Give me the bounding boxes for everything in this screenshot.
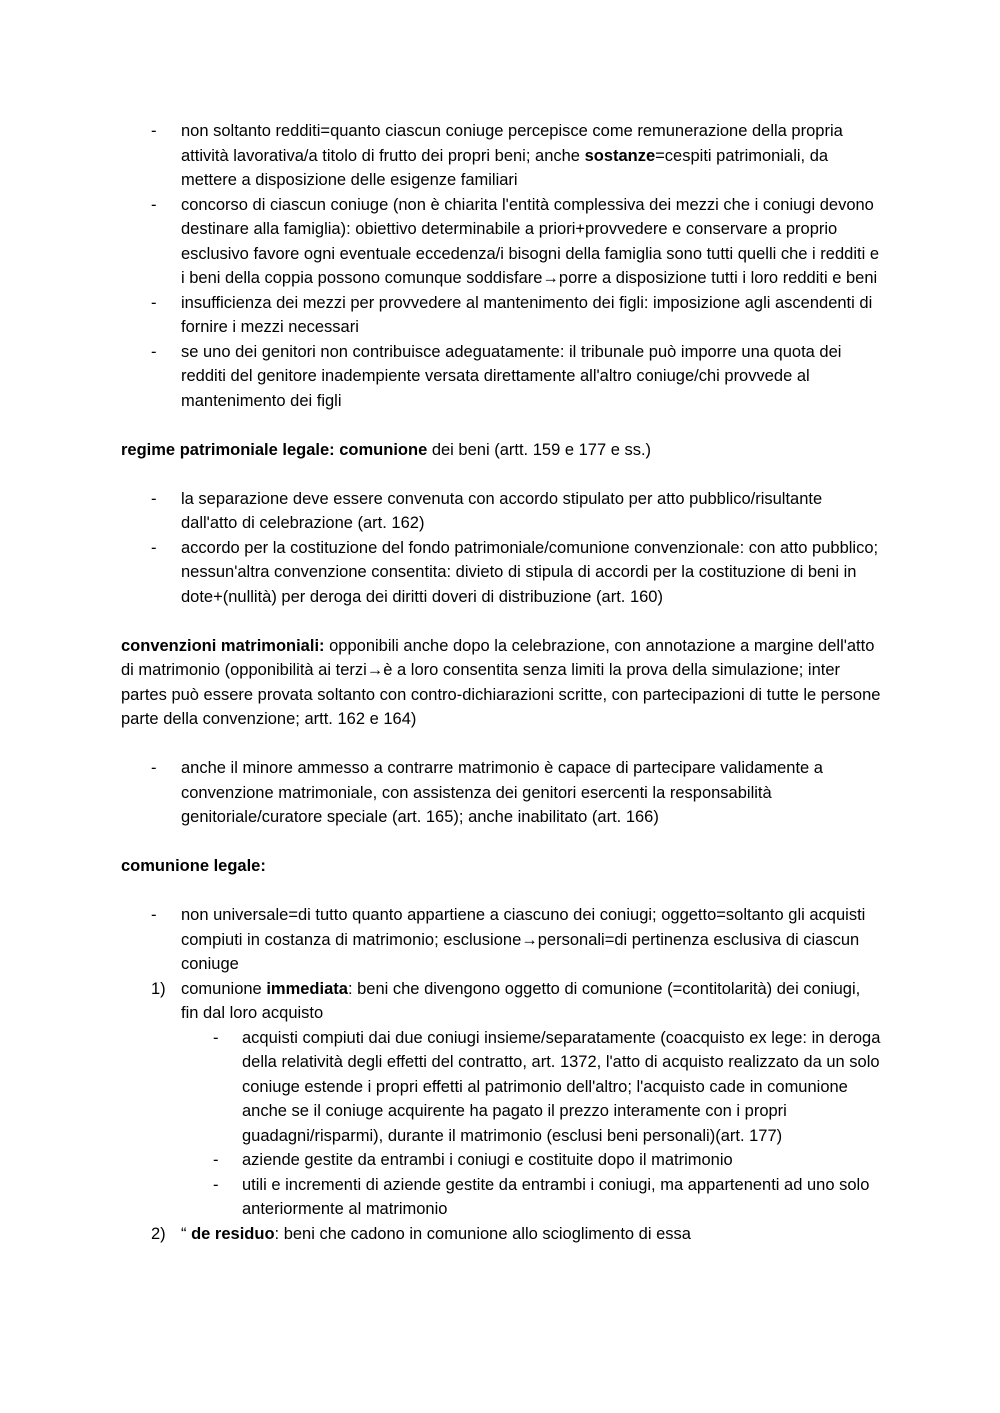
convenzioni-paragraph [121,634,881,732]
list-item-text: acquisti compiuti dai due coniugi insieme/separatamente (coacquisto ex lege: in deroga della relatività degli effetti del contratto, art. 1372, l'atto di acquisto realizzato da un solo coniuge estende i propri effetti al patrimonio dell'altro; l'acquisto cade in comunione anche se il coniuge acquirente ha pagato il prezzo interamente con i propri guadagni/risparmi), durante il matrimonio (esclusi beni personali)(art. 177) [242,1028,881,1145]
bullet-list-contribution [121,119,881,413]
comunione-legale-heading [121,854,881,879]
list-item-text: aziende gestite da entrambi i coniugi e costituite dopo il matrimonio [242,1151,733,1169]
regime-heading [121,438,881,463]
list-item-text: : beni che cadono in comunione allo scioglimento di essa [274,1224,691,1243]
numbered-item [121,1222,881,1247]
list-item-text: concorso di ciascun coniuge (non è chiarita l'entità complessiva dei mezzi che i coniugi devono destinare alla famiglia): obiettivo determinabile a priori+provvedere e conservare a proprio esclusivo favore ogni eventuale eccedenza/i bisogni della famiglia sono tutti quelli che i redditi e i beni della coppia possono comunque soddisfare→porre a disposizione tutti i loro redditi e beni [181,195,880,287]
bold-term: regime patrimoniale legale: comunione [121,440,428,459]
list-item-text: comunione [181,979,267,998]
list-item [121,119,881,193]
sub-list-item [121,1173,881,1222]
paragraph-text: dei beni (artt. 159 e 177 e ss.) [427,440,652,459]
list-item-text: utili e incrementi di aziende gestite da entrambi i coniugi, ma appartenenti ad uno solo anteriormente al matrimonio [242,1175,870,1218]
list-item-text: “ [181,1224,192,1243]
bullet-marker: - [151,538,157,557]
bullet-marker: - [151,489,157,508]
bullet-marker: - [151,195,157,214]
bullet-marker: - [213,1151,219,1169]
bullet-list-minor [121,756,881,830]
bullet-marker: - [151,342,157,361]
list-item [121,291,881,340]
list-item-text: =cespiti patrimoniali, da mettere a disposizione delle esigenze familiari [181,146,829,189]
bullet-marker: - [151,293,157,312]
bold-term: sostanze [584,146,656,165]
number-marker: 1) [151,979,166,998]
bullet-list-comunione [121,903,881,1246]
bold-term: immediata [266,979,348,998]
numbered-item [121,977,881,1026]
bullet-marker: - [151,759,157,777]
list-item [121,756,881,830]
list-item-text: anche il minore ammesso a contrarre matrimonio è capace di partecipare validamente a convenzione matrimoniale, con assistenza dei genitori esercenti la responsabilità genitoriale/curatore speciale (art. 165); anche inabilitato (art. 166) [181,759,823,826]
paragraph-text: opponibili anche dopo la celebrazione, con annotazione a margine dell'atto di matrimonio (opponibilità ai terzi→è a loro consentita senza limiti la prova della simulazione; inter partes può essere provata soltanto con contro-dichiarazioni scritte, con partecipazioni di tutte le persone parte della convenzione; artt. 162 e 164) [121,636,881,728]
list-item-text: non universale=di tutto quanto appartiene a ciascuno dei coniugi; oggetto=soltanto gli acquisti compiuti in costanza di matrimonio; esclusione→personali=di pertinenza esclusiva di ciascun coniuge [181,906,866,973]
sub-list-item [121,1148,881,1173]
list-item-text: se uno dei genitori non contribuisce adeguatamente: il tribunale può imporre una quota dei redditi del genitore inadempiente versata direttamente all'altro coniuge/chi provvede al mantenimento dei figli [181,342,842,410]
sub-list-item [121,1026,881,1149]
bold-term: convenzioni matrimoniali: [121,636,325,655]
number-marker: 2) [151,1224,166,1243]
list-item [121,193,881,291]
bullet-marker: - [151,122,157,140]
document-body [121,119,881,1246]
list-item [121,487,881,536]
bullet-marker: - [213,1175,219,1194]
list-item-text: accordo per la costituzione del fondo patrimoniale/comunione convenzionale: con atto pubblico; nessun'altra convenzione consentita: divieto di stipula di accordi per la costituzione di beni in dote+(nullità) per deroga dei diritti doveri di distribuzione (art. 160) [181,538,879,606]
list-item [121,903,881,977]
bold-term: de residuo [191,1224,275,1243]
list-item [121,340,881,414]
list-item-text: non soltanto redditi=quanto ciascun coniuge percepisce come remunerazione della propria attività lavorativa/a titolo di frutto dei propri beni; anche [181,122,843,165]
list-item-text: : beni che divengono oggetto di comunione (=contitolarità) dei coniugi, fin dal loro acquisto [181,979,861,1022]
bullet-marker: - [151,906,157,924]
bullet-list-separation [121,487,881,610]
list-item [121,536,881,610]
bullet-marker: - [213,1028,219,1047]
list-item-text: insufficienza dei mezzi per provvedere al mantenimento dei figli: imposizione agli ascendenti di fornire i mezzi necessari [181,293,873,336]
list-item-text: la separazione deve essere convenuta con accordo stipulato per atto pubblico/risultante dall'atto di celebrazione (art. 162) [181,489,823,532]
section-heading: comunione legale: [121,857,266,875]
